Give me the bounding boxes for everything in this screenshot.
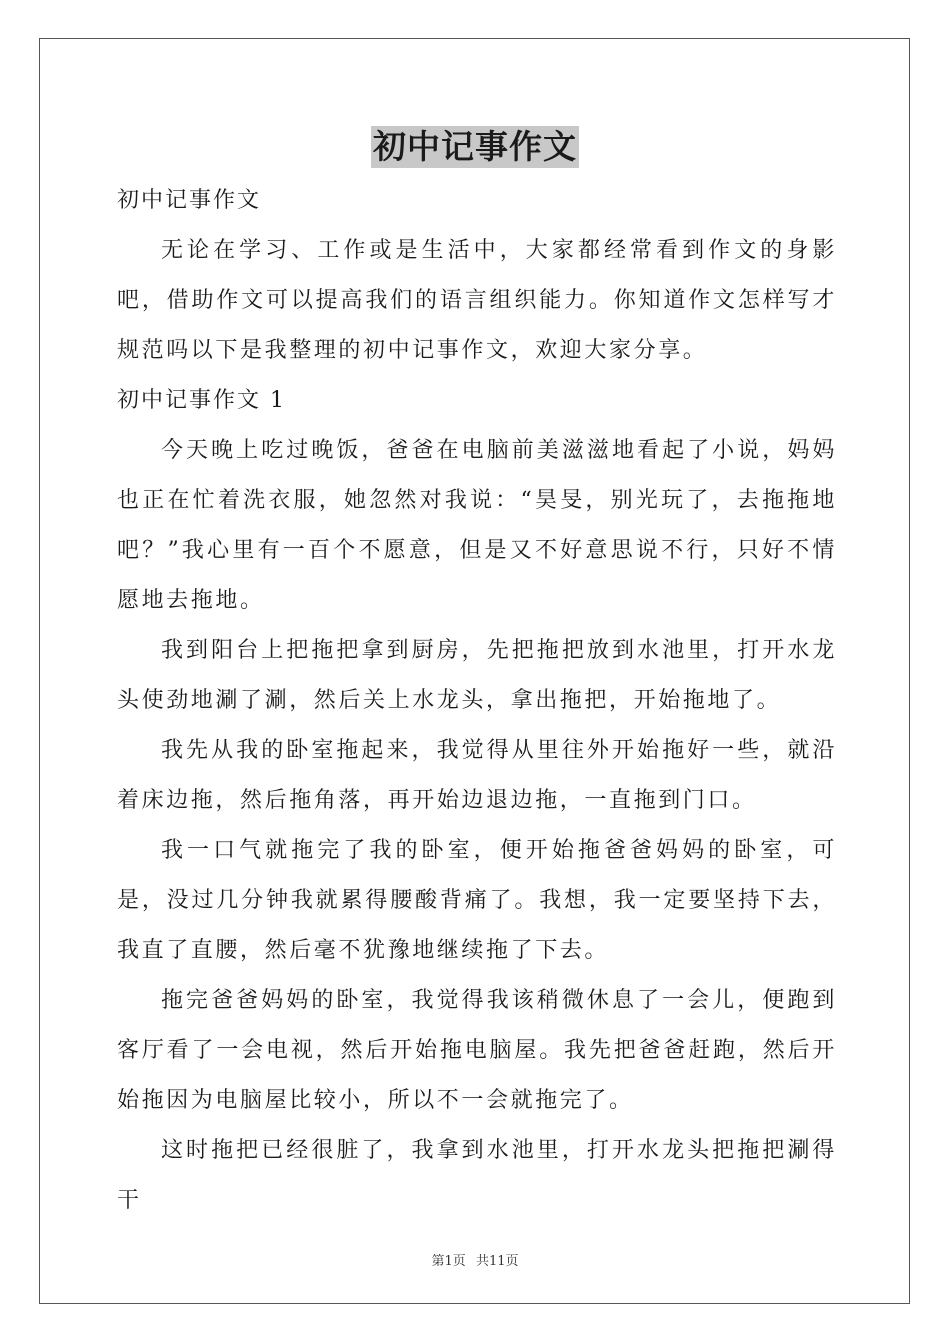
page-number: 第1页: [431, 1254, 466, 1269]
body-paragraph: 这时拖把已经很脏了，我拿到水池里，打开水龙头把拖把涮得干: [117, 1138, 837, 1213]
body-paragraph: 我到阳台上把拖把拿到厨房，先把拖把放到水池里，打开水龙头使劲地涮了涮，然后关上水龙头，拿出拖把，开始拖地了。: [117, 638, 837, 713]
body-paragraph: 我先从我的卧室拖起来，我觉得从里往外开始拖好一些，就沿着床边拖，然后拖角落，再开始边退边拖，一直拖到门口。: [117, 738, 837, 813]
title-container: [0, 126, 950, 168]
document-title: 初中记事作文: [373, 127, 577, 166]
document-body: [117, 176, 837, 1226]
page-total: 共11页: [475, 1254, 519, 1269]
section-heading: 初中记事作文 1: [117, 388, 286, 413]
body-paragraph: 我一口气就拖完了我的卧室，便开始拖爸爸妈妈的卧室，可是，没过几分钟我就累得腰酸背痛了。我想，我一定要坚持下去，我直了直腰，然后毫不犹豫地继续拖了下去。: [117, 838, 837, 963]
body-paragraph: 无论在学习、工作或是生活中，大家都经常看到作文的身影吧，借助作文可以提高我们的语言组织能力。你知道作文怎样写才规范吗以下是我整理的初中记事作文，欢迎大家分享。: [117, 238, 837, 363]
page-footer: [0, 1250, 950, 1269]
body-paragraph: 拖完爸爸妈妈的卧室，我觉得我该稍微休息了一会儿，便跑到客厅看了一会电视，然后开始拖电脑屋。我先把爸爸赶跑，然后开始拖因为电脑屋比较小，所以不一会就拖完了。: [117, 988, 837, 1113]
body-paragraph: 今天晚上吃过晚饭，爸爸在电脑前美滋滋地看起了小说，妈妈也正在忙着洗衣服，她忽然对我说：“昊旻，别光玩了，去拖拖地吧？”我心里有一百个不愿意，但是又不好意思说不行，只好不情愿地去拖地。: [117, 438, 837, 613]
section-heading: 初中记事作文: [117, 188, 262, 213]
